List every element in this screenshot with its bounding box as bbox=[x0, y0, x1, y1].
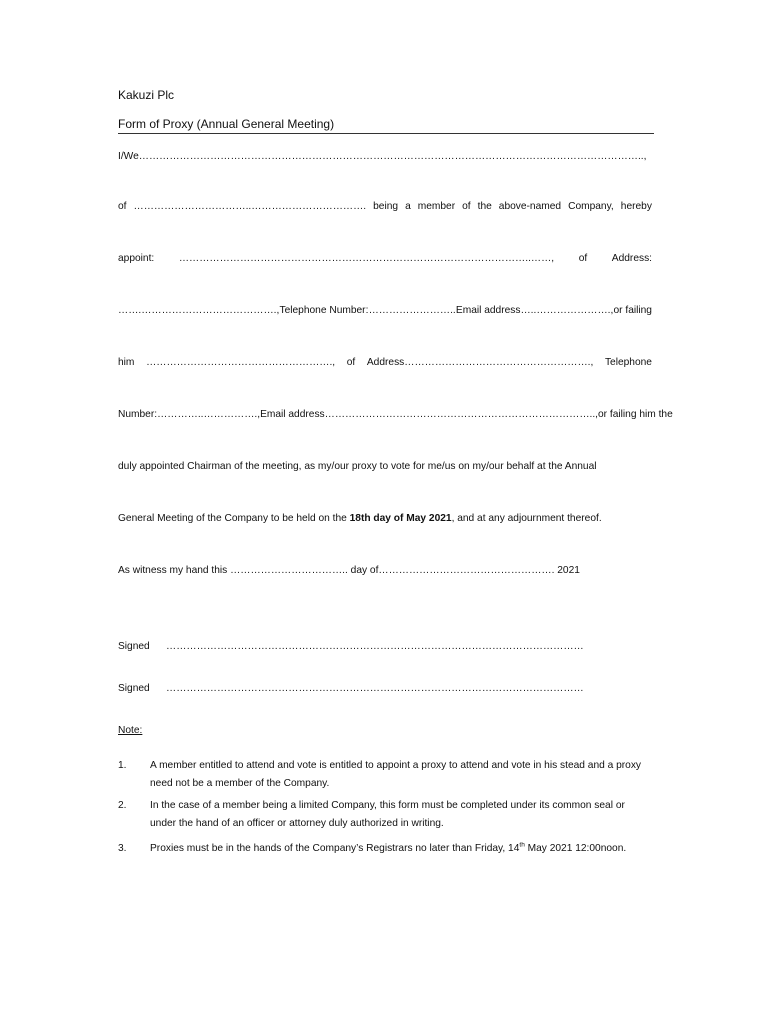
note-text-a: Proxies must be in the hands of the Company’s Registrars no later than Friday, 14 bbox=[150, 843, 520, 854]
appoint-dots: …………………………………………………………………………………………..……, bbox=[178, 253, 555, 264]
appoint-label: appoint: bbox=[118, 253, 155, 264]
of-line-word-5: of bbox=[462, 201, 471, 212]
note-number: 3. bbox=[118, 843, 127, 854]
signed-dots: …………………………………………………………………………………………………………… bbox=[166, 641, 584, 652]
title-rule bbox=[118, 133, 654, 134]
him-telephone: Telephone bbox=[604, 357, 652, 368]
chairman-line: duly appointed Chairman of the meeting, as my/our proxy to vote for me/us on my/our behalf at the Annual bbox=[118, 461, 597, 472]
form-title: Form of Proxy (Annual General Meeting) bbox=[118, 117, 335, 131]
of-line-word-8: Company, bbox=[568, 201, 614, 212]
or-failing: or failing bbox=[613, 305, 652, 316]
appoint-address-label: Address: bbox=[611, 253, 652, 264]
note-number: 2. bbox=[118, 800, 127, 811]
note-ordinal: th bbox=[519, 841, 525, 849]
of-line-dots: ……………………………..……………………………. bbox=[133, 201, 367, 212]
of-line bbox=[118, 200, 652, 214]
note-text bbox=[150, 840, 652, 858]
witness-line: As witness my hand this …………………………….. day of……………………………………………. 2021 bbox=[118, 565, 580, 576]
of-line-word-2: being bbox=[373, 201, 399, 212]
telephone-line bbox=[118, 304, 652, 318]
number-label: Number:…………..……………., bbox=[118, 409, 261, 420]
note-item-3 bbox=[118, 840, 652, 858]
note-text-b: May 2021 12:00noon. bbox=[524, 843, 627, 854]
note-title: Note: bbox=[118, 725, 143, 736]
him-line bbox=[118, 356, 652, 370]
meeting-text-a: General Meeting of the Company to be held on the bbox=[118, 513, 350, 524]
signed-line-2 bbox=[118, 682, 652, 696]
meeting-line bbox=[118, 512, 652, 526]
of-line-word-6: the bbox=[477, 201, 492, 212]
number-email: Email address…………………………………………………………………….., bbox=[260, 409, 598, 420]
signed-dots: …………………………………………………………………………………………………………… bbox=[166, 683, 584, 694]
email-label: Email address…..…………………., bbox=[455, 305, 614, 316]
of-line-word-4: member bbox=[417, 201, 456, 212]
of-line-word-1: of bbox=[118, 201, 127, 212]
company-name: Kakuzi Plc bbox=[118, 88, 175, 102]
him-address: Address………………………………………………., bbox=[366, 357, 594, 368]
note-text: In the case of a member being a limited Company, this form must be completed under its common seal or under the hand of an officer or attorney duly authorized in writing. bbox=[150, 800, 625, 829]
appoint-line bbox=[118, 252, 652, 266]
number-line bbox=[118, 408, 673, 422]
note-text: A member entitled to attend and vote is entitled to appoint a proxy to attend and vote in his stead and a proxy need not be a member of the Company. bbox=[150, 760, 642, 789]
address-dots: …….…………………………………., bbox=[118, 305, 280, 316]
note-item-1 bbox=[118, 757, 652, 793]
signed-line-1 bbox=[118, 640, 652, 654]
of-line-word-7: above-named bbox=[498, 201, 562, 212]
him-word: him bbox=[118, 357, 135, 368]
meeting-date: 18th day of May 2021 bbox=[349, 513, 452, 524]
number-failing: or failing him the bbox=[598, 409, 673, 420]
signed-label: Signed bbox=[118, 683, 150, 694]
of-line-word-9: hereby bbox=[620, 201, 652, 212]
him-of: of bbox=[346, 357, 356, 368]
of-line-word-3: a bbox=[405, 201, 411, 212]
meeting-text-c: , and at any adjournment thereof. bbox=[451, 513, 602, 524]
appoint-of: of bbox=[578, 253, 588, 264]
telephone-label: Telephone Number: bbox=[279, 305, 369, 316]
iwe-line: I/We………………………………………………………………………………………………………………………………….., bbox=[118, 151, 647, 162]
note-item-2 bbox=[118, 797, 652, 833]
signed-label: Signed bbox=[118, 641, 150, 652]
him-dots: ………………………………………………., bbox=[146, 357, 336, 368]
telephone-dots: …………………….. bbox=[368, 305, 456, 316]
note-number: 1. bbox=[118, 760, 127, 771]
